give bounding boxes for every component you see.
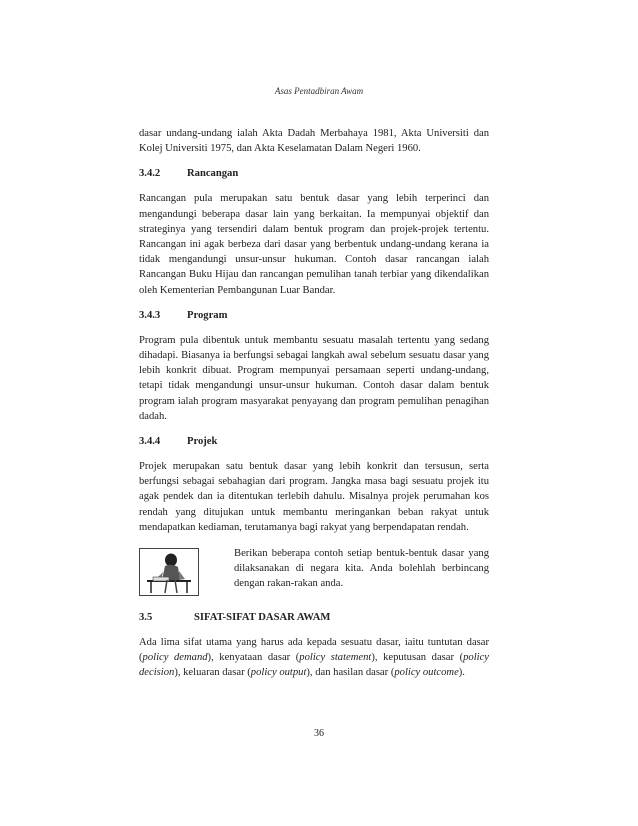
section-title: Rancangan	[187, 168, 239, 180]
page-content	[139, 126, 489, 681]
text-run: Ada lima sifat utama yang harus ada kepada sesuatu dasar, iaitu tuntutan dasar (	[139, 637, 489, 664]
intro-paragraph: dasar undang-undang ialah Akta Dadah Merbahaya 1981, Akta Universiti dan Kolej Universiti 1975, dan Akta Keselamatan Dalam Negeri 1960.	[139, 128, 489, 155]
section-heading-35	[139, 610, 489, 625]
text-run: ), kenyataan dasar (	[207, 652, 300, 664]
italic-term: policy output	[250, 667, 307, 679]
section-number: 3.4.4	[139, 436, 161, 448]
section-heading-344	[139, 434, 489, 449]
section-title: Projek	[187, 436, 218, 448]
section-title: Program	[187, 309, 228, 321]
text-run: ), dan hasilan dasar (	[306, 667, 395, 679]
section-number: 3.5	[139, 612, 153, 624]
section-body-343: Program pula dibentuk untuk membantu sesuatu masalah tertentu yang sedang dihadapi. Biasanya ia berfungsi sebagai langkah awal sebelum sesuatu dasar yang lebih konkrit dibuat. Program mempunyai persamaan seperti undang-undang, tetapi tidak mengandungi unsur-unsur hukuman. Contoh dasar dalam bentuk program ialah program masyarakat penyayang dan program pemulihan penagihan dadah.	[139, 334, 489, 422]
text-run: ).	[458, 667, 465, 679]
activity-box	[139, 546, 489, 596]
section-title: SIFAT-SIFAT DASAR AWAM	[194, 612, 331, 624]
section-heading-342	[139, 166, 489, 181]
italic-term: policy demand	[142, 652, 208, 664]
section-body-344: Projek merupakan satu bentuk dasar yang lebih konkrit dan tersusun, serta berfungsi sebagai sebahagian dari program. Jangka masa bagi sesuatu projek itu agak pendek dan ia ditentukan terlebih dahulu. Misalnya projek perumahan kos rendah yang ditujukan untuk membantu meringankan beban rakyat untuk mendapatkan kediaman, terutamanya bagi rakyat yang berpendapatan rendah.	[139, 461, 489, 533]
text-run: ), keputusan dasar (	[371, 652, 464, 664]
section-body-35	[139, 635, 489, 681]
activity-text: Berikan beberapa contoh setiap bentuk-bentuk dasar yang dilaksanakan di negara kita. Anda bolehlah berbincang dengan rakan-rakan anda.	[234, 548, 489, 590]
italic-term: policy outcome	[394, 667, 459, 679]
section-body-342: Rancangan pula merupakan satu bentuk dasar yang lebih terperinci dan mengandungi beberapa dasar lain yang berkaitan. Ia mempunyai objektif dan strateginya yang tersendiri dalam bentuk program dan projek-projek tertentu. Rancangan ini agak berbeza dari dasar yang berbentuk undang-undang kerana ia tidak mengandungi unsur-unsur hukuman. Contoh dasar rancangan ialah Rancangan Buku Hijau dan rancangan pemulihan tanah terbiar yang dikendalikan oleh Kementerian Pembangunan Luar Bandar.	[139, 193, 489, 296]
page-number: 36	[314, 728, 324, 739]
section-number: 3.4.3	[139, 309, 161, 321]
text-run: ), keluaran dasar (	[174, 667, 251, 679]
italic-term: policy statement	[299, 652, 372, 664]
italic-term: policy decision	[139, 652, 489, 679]
section-heading-343	[139, 308, 489, 323]
section-number: 3.4.2	[139, 168, 161, 180]
running-header: Asas Pentadbiran Awam	[274, 86, 364, 96]
student-writing-icon	[139, 548, 199, 596]
